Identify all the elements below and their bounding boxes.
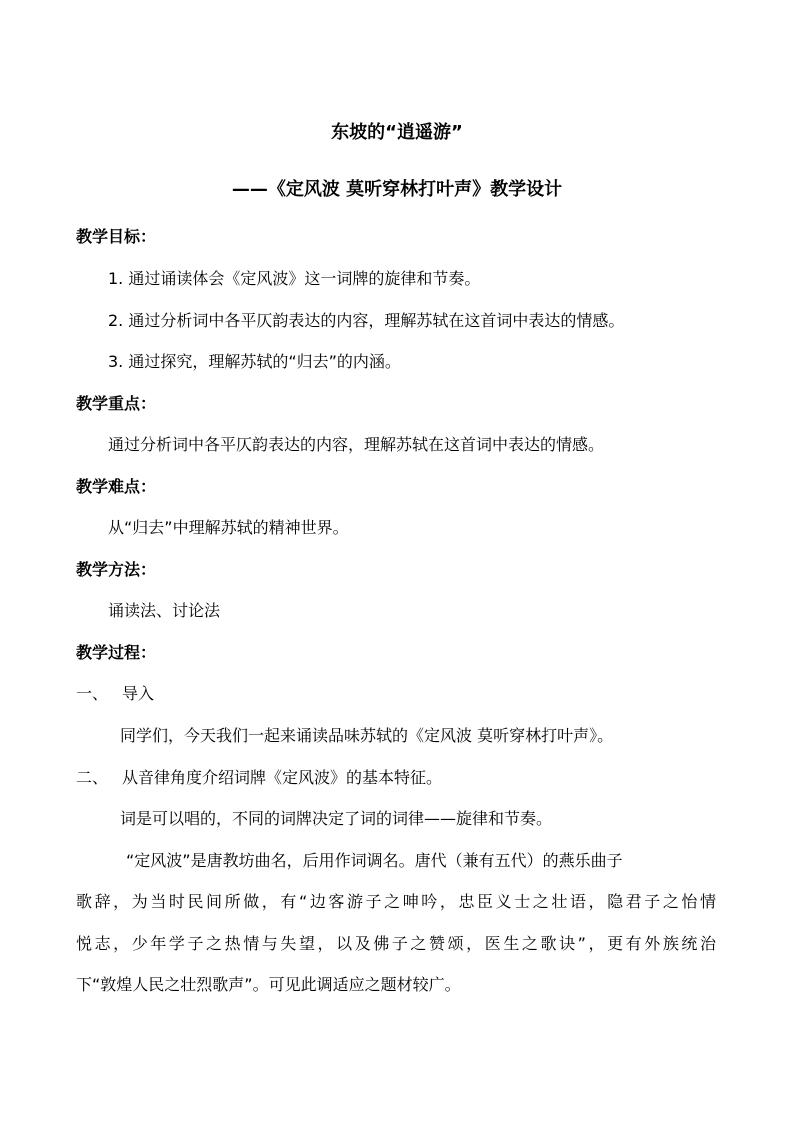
step-text: 词是可以唱的，不同的词牌决定了词的词律——旋律和节奏。 [120, 809, 553, 828]
step-number: 二、 [76, 768, 109, 787]
key-points-heading: 教学重点： [76, 394, 157, 413]
objective-item: 2. 通过分析词中各平仄韵表达的内容，理解苏轼在这首词中表达的情感。 [108, 311, 625, 330]
difficulties-heading: 教学难点： [76, 477, 157, 496]
objective-item: 3. 通过探究，理解苏轼的“归去”的内涵。 [108, 352, 401, 371]
step-number: 一、 [76, 684, 109, 703]
methods-text: 诵读法、讨论法 [108, 601, 221, 620]
paragraph-line: 悦志，少年学子之热情与失望，以及佛子之赞颂，医生之歌诀”，更有外族统治 [76, 934, 716, 953]
key-points-text: 通过分析词中各平仄韵表达的内容，理解苏轼在这首词中表达的情感。 [108, 435, 605, 454]
paragraph-line: “定风波”是唐教坊曲名，后用作词调名。唐代（兼有五代）的燕乐曲子 [126, 851, 623, 870]
step-title: 导入 [122, 684, 155, 703]
paragraph-line: 歌辞，为当时民间所做，有“边客游子之呻吟，忠臣义士之壮语，隐君子之怡情 [76, 892, 716, 911]
objectives-heading: 教学目标： [76, 227, 157, 246]
process-heading: 教学过程： [76, 643, 157, 662]
paragraph-line: 下“敦煌人民之壮烈歌声”。可见此调适应之题材较广。 [76, 975, 461, 994]
document-subtitle: ——《定风波 莫听穿林打叶声》教学设计 [231, 179, 563, 200]
methods-heading: 教学方法： [76, 560, 157, 579]
step-text: 同学们，今天我们一起来诵读品味苏轼的《定风波 莫听穿林打叶声》。 [120, 726, 614, 745]
difficulties-text: 从“归去”中理解苏轼的精神世界。 [108, 518, 349, 537]
objective-item: 1. 通过诵读体会《定风波》这一词牌的旋律和节奏。 [108, 269, 481, 288]
step-title: 从音律角度介绍词牌《定风波》的基本特征。 [122, 768, 443, 787]
document-title: 东坡的“逍遥游” [331, 122, 463, 143]
